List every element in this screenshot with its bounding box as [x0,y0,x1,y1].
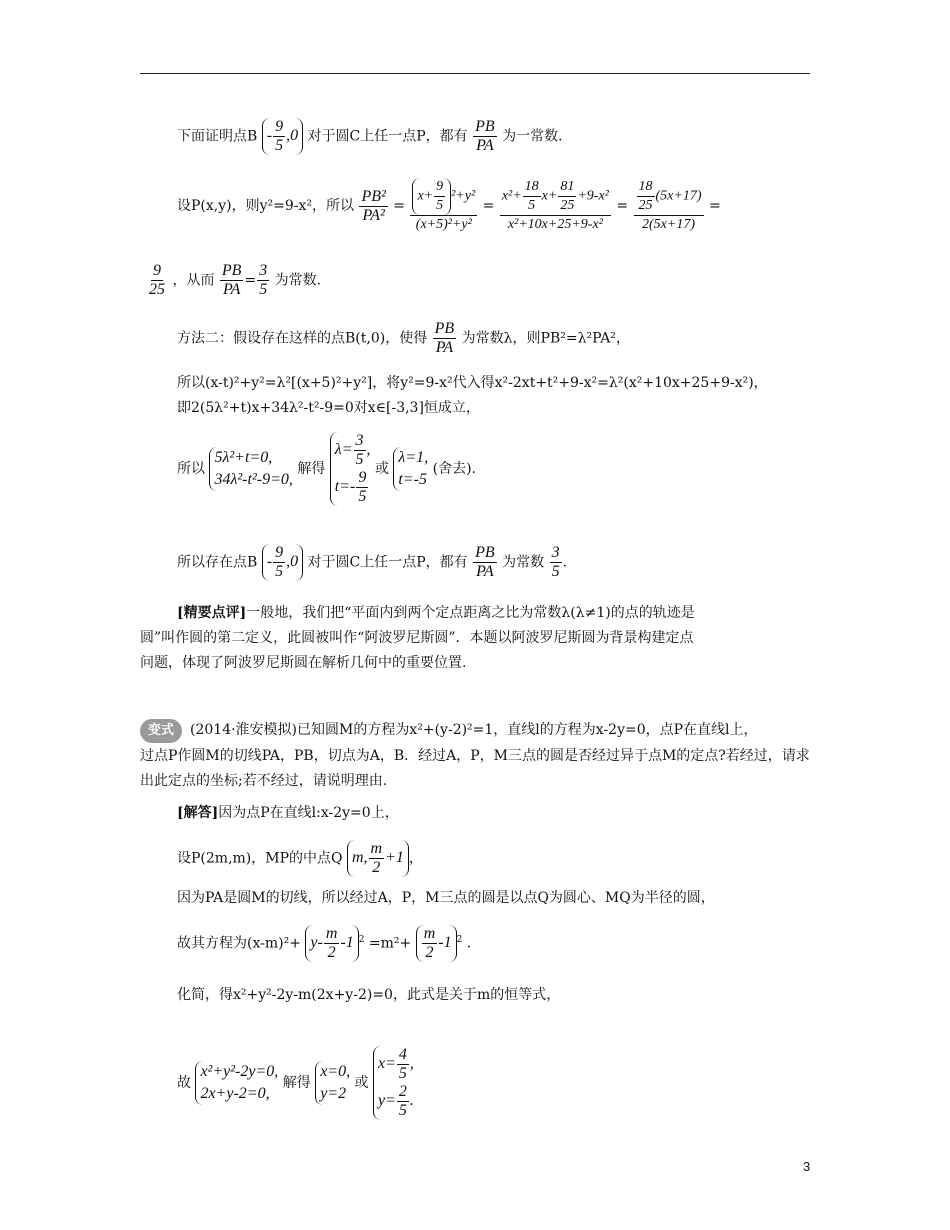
equation-line-5: 即2(5λ²+t)x+34λ²-t²-9=0对x∈[-3,3]恒成立， [177,400,480,416]
equation-line-4: 所以(x-t)²+y²=λ²[(x+5)²+y²]，将y²=9-x²代入得x²-2xt+t²+9-x²=λ²(x²+10x+25+9-x²)， [177,375,768,391]
page-number: 3 [803,1159,811,1174]
variant-line-2: 过点P作圆M的切线PA，PB，切点为A，B．经过A，P，M三点的圆是否经过异于点M的定点?若经过，请求 [140,748,810,764]
answer-line-4: 故其方程为(x-m)²+ y- $\frac{m}{2}$ -1 $^2$ =m²+ $\frac{m}{2}$ -1 $^2$ . [177,925,472,961]
answer-line-6: 故 x²+y²-2y=0, 2x+y-2=0, 解得 x=0, y=2 或 x= $\frac{4}{5}$ , y= $\frac{2}{5}$ . [177,1046,414,1119]
ratio-squared: $\frac{\text{PB²}}{\text{PA²}}$ [361,187,386,224]
solution-brace-2: λ=1, t=-5 [393,447,428,491]
point-b-coords: - $\frac{9}{5}$ ,0 [262,118,303,155]
proof-line-1: 下面证明点B - $\frac{9}{5}$ ,0 对于圆C上任一点P，都有 $\frac{PB}{PA}$ 为一常数. [177,118,563,154]
answer-line-2: 设P(2m,m)，MP的中点Q m, $\frac{m}{2}$ +1 ， [177,840,423,876]
answer-line-5: 化简，得x²+y²-2y-m(2x+y-2)=0，此式是关于m的恒等式， [177,987,561,1003]
system-brace: 5λ²+t=0, 34λ²-t²-9=0, [209,447,292,491]
solution-brace-1: λ= $\frac{3}{5}$ , t=- $\frac{9}{5}$ [330,432,371,506]
answer-line-3: 因为PA是圆M的切线，所以经过A，P，M三点的圆是以点Q为圆心、MQ为半径的圆， [177,890,715,906]
proof-line-2: 设P(x,y)，则y²=9-x²，所以 $\frac{\text{PB²}}{\text{PA²}}$ = x+ $\frac{9}{5}$ ²+y² (x+5)²+y² = x²+ $\frac{18}{5}$ x+ $\frac{81}{25}$ +9-x² x²+10x+25+9-x² = $\frac{18}{25}$ (5x+17) 2(5x+17) = [177,179,721,232]
conclusion-line: 所以存在点B - $\frac{9}{5}$ ,0 对于圆C上任一点P，都有 $\frac{PB}{PA}$ 为常数 $\frac{3}{5}$ . [177,544,568,580]
header-rule [140,73,810,74]
review-line-2: 圆”叫作圆的第二定义，此圆被叫作“阿波罗尼斯圆”．本题以阿波罗尼斯圆为背景构建定点 [140,630,694,646]
review-line-3: 问题，体现了阿波罗尼斯圆在解析几何中的重要位置. [140,655,467,671]
expression-step-1: x+ $\frac{9}{5}$ ²+y² (x+5)²+y² [410,178,477,234]
proof-line-3: $\frac{9}{25}$ ，从而 $\frac{PB}{PA}$ = $\frac{3}{5}$ 为常数. [149,262,322,298]
review-line-1: [精要点评]一般地，我们把“平面内到两个定点距离之比为常数λ(λ≠1)的点的轨迹是 [177,605,695,621]
ratio-pb-pa: $\frac{PB}{PA}$ [475,118,495,154]
variant-badge: 变式 [140,719,182,743]
answer-line-1: [解答]因为点P在直线l:x-2y=0上， [177,805,399,821]
system-line: 所以 5λ²+t=0, 34λ²-t²-9=0, 解得 λ= $\frac{3}{5}$ , t=- $\frac{9}{5}$ 或 λ=1, t=-5 (舍去). [177,432,476,505]
expression-step-2: x²+ $\frac{18}{5}$ x+ $\frac{81}{25}$ +9-x² x²+10x+25+9-x² [501,179,609,232]
expression-step-3: $\frac{18}{25}$ (5x+17) 2(5x+17) [634,178,704,234]
method-two-line: 方法二：假设存在这样的点B(t,0)，使得 $\frac{PB}{PA}$ 为常数λ，则PB²=λ²PA²， [177,320,630,356]
variant-line-1: 变式 (2014·淮安模拟)已知圆M的方程为x²+(y-2)²=1，直线l的方程为x-2y=0，点P在直线l上， [140,719,758,743]
variant-line-3: 出此定点的坐标;若不经过，请说明理由. [140,773,388,789]
